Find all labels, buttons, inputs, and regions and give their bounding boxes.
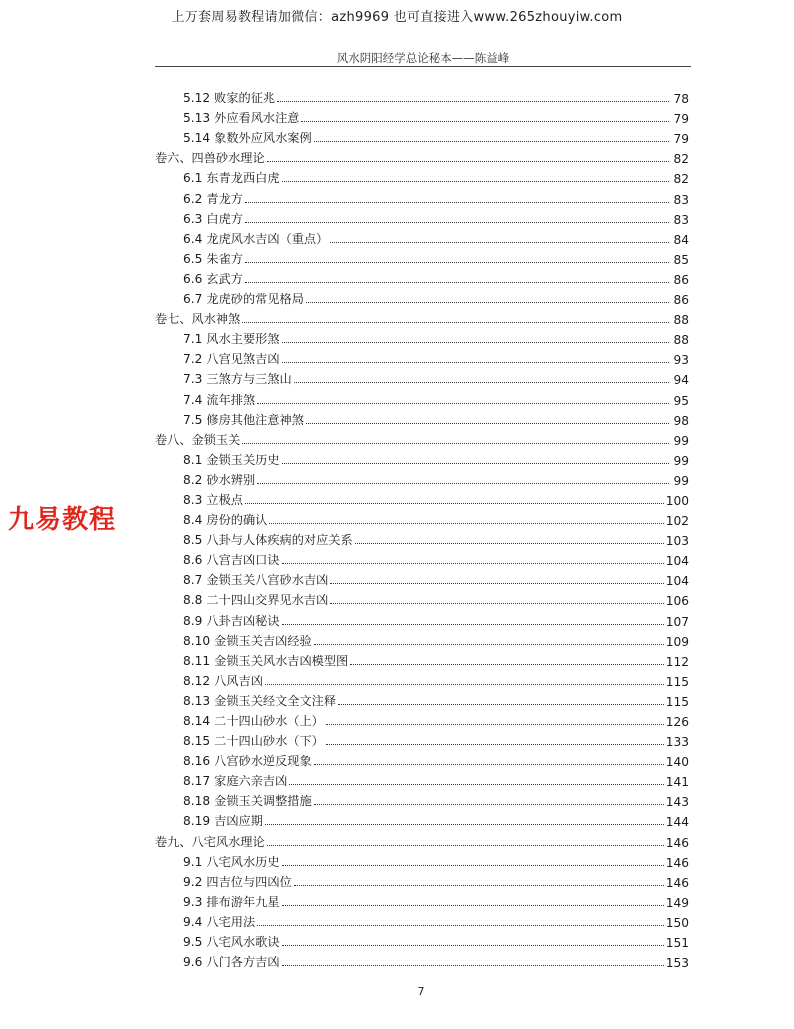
toc-entry-title: 卷七、风水神煞	[155, 312, 241, 327]
toc-section-number: 6.1	[183, 171, 203, 186]
toc-section-row[interactable]	[155, 789, 689, 809]
toc-section-row[interactable]	[155, 448, 689, 468]
toc-page-number: 126	[665, 715, 689, 729]
toc-section-row[interactable]	[155, 729, 689, 749]
toc-page-number: 103	[665, 534, 689, 549]
toc-page-number: 83	[673, 212, 689, 227]
toc-section-row[interactable]	[155, 769, 689, 789]
toc-page-number: 100	[665, 493, 689, 508]
dot-leader	[265, 684, 664, 685]
toc-entry-text	[183, 692, 336, 709]
dot-leader	[282, 362, 669, 363]
toc-entry-text	[183, 350, 280, 367]
toc-chapter-row[interactable]	[155, 829, 689, 849]
toc-entry-text	[183, 270, 243, 287]
toc-chapter-row[interactable]	[155, 307, 689, 327]
toc-entry-title: 金锁玉关吉凶经验	[214, 633, 312, 648]
toc-section-number: 8.6	[183, 553, 203, 568]
toc-page-number: 144	[665, 815, 689, 830]
toc-section-number: 8.16	[183, 754, 211, 769]
toc-section-number: 8.10	[183, 633, 211, 648]
toc-section-row[interactable]	[155, 588, 689, 608]
toc-page-number: 146	[665, 875, 689, 890]
toc-page-number: 102	[665, 514, 689, 529]
toc-section-number: 8.19	[183, 814, 211, 829]
toc-section-number: 8.8	[183, 593, 203, 608]
toc-section-row[interactable]	[155, 689, 689, 709]
toc-section-number: 8.13	[183, 693, 211, 708]
dot-leader	[257, 483, 669, 484]
toc-page-number: 115	[665, 674, 689, 689]
toc-section-row[interactable]	[155, 207, 689, 227]
toc-entry-text	[183, 632, 312, 649]
toc-section-number: 8.5	[183, 533, 203, 548]
toc-entry-text	[183, 109, 299, 126]
toc-section-number: 7.1	[183, 332, 203, 347]
toc-entry-title: 修房其他注意神煞	[206, 412, 304, 427]
toc-entry-text	[183, 411, 304, 428]
toc-section-number: 9.1	[183, 854, 203, 869]
dot-leader	[242, 443, 669, 444]
toc-entry-title: 玄武方	[206, 271, 243, 286]
dot-leader	[350, 664, 664, 665]
toc-entry-text	[155, 310, 240, 327]
dot-leader	[330, 583, 663, 584]
toc-entry-title: 砂水辨别	[206, 472, 256, 487]
dot-leader	[282, 181, 669, 182]
toc-entry-title: 八卦与人体疾病的对应关系	[206, 533, 353, 548]
toc-entry-text	[155, 833, 265, 850]
toc-entry-title: 龙虎风水吉凶（重点）	[206, 231, 329, 246]
toc-section-number: 8.15	[183, 734, 211, 749]
dot-leader	[282, 624, 664, 625]
toc-page-number: 109	[665, 634, 689, 649]
toc-page-number: 143	[665, 795, 689, 810]
toc-page-number: 140	[665, 755, 689, 770]
toc-section-row[interactable]	[155, 488, 689, 508]
toc-entry-text	[183, 451, 280, 468]
toc-entry-text	[183, 169, 280, 186]
toc-section-number: 5.12	[183, 91, 211, 106]
dot-leader	[355, 543, 664, 544]
dot-leader	[326, 724, 664, 725]
dot-leader	[242, 322, 669, 323]
toc-entry-text	[183, 571, 328, 588]
toc-section-row[interactable]	[155, 548, 689, 568]
toc-section-number: 8.1	[183, 452, 203, 467]
toc-section-number: 8.7	[183, 573, 203, 588]
toc-page-number: 78	[673, 92, 689, 107]
dot-leader	[257, 403, 669, 404]
toc-page-number: 115	[665, 694, 689, 709]
toc-entry-title: 象数外应风水案例	[214, 131, 312, 146]
toc-entry-text	[155, 149, 265, 166]
toc-page-number: 151	[665, 936, 689, 951]
toc-section-number: 8.11	[183, 653, 211, 668]
toc-entry-text	[183, 732, 324, 749]
toc-entry-title: 金锁玉关八宫砂水吉凶	[206, 573, 329, 588]
dot-leader	[245, 503, 664, 504]
toc-section-number: 8.4	[183, 513, 203, 528]
toc-page-number: 93	[673, 353, 689, 368]
toc-page-number: 104	[665, 554, 689, 569]
toc-entry-title: 吉凶应期	[214, 814, 263, 829]
toc-entry-title: 卷八、金锁玉关	[155, 432, 241, 447]
dot-leader	[277, 101, 669, 102]
toc-entry-title: 八宫见煞吉凶	[206, 352, 280, 367]
toc-page-number: 99	[673, 453, 689, 468]
toc-page-number: 82	[673, 172, 689, 187]
toc-entry-title: 金锁玉关调整措施	[214, 794, 312, 809]
dot-leader	[306, 423, 669, 424]
toc-chapter-row[interactable]	[155, 146, 689, 166]
toc-section-row[interactable]	[155, 629, 689, 649]
toc-entry-title: 龙虎砂的常见格局	[206, 292, 304, 307]
toc-section-number: 5.13	[183, 111, 211, 126]
dot-leader	[294, 382, 669, 383]
dot-leader	[314, 141, 669, 142]
toc-section-row[interactable]	[155, 166, 689, 186]
toc-section-row[interactable]	[155, 749, 689, 769]
toc-entry-title: 朱雀方	[206, 251, 243, 266]
toc-page-number: 104	[665, 574, 689, 589]
dot-leader	[245, 262, 669, 263]
toc-section-row[interactable]	[155, 86, 689, 106]
toc-entry-text	[183, 792, 312, 809]
toc-section-row[interactable]	[155, 367, 689, 387]
table-of-contents	[155, 86, 689, 970]
toc-page-number: 153	[665, 956, 689, 971]
toc-entry-title: 金锁玉关风水吉凶模型图	[214, 653, 349, 668]
toc-section-number: 8.17	[183, 774, 211, 789]
toc-entry-text	[155, 431, 240, 448]
dot-leader	[245, 282, 669, 283]
toc-section-row[interactable]	[155, 468, 689, 488]
dot-leader	[306, 302, 669, 303]
toc-entry-text	[183, 812, 263, 829]
toc-page-number: 98	[673, 413, 689, 428]
toc-section-number: 9.5	[183, 935, 203, 950]
toc-entry-title: 东青龙西白虎	[206, 171, 280, 186]
toc-section-row[interactable]	[155, 528, 689, 548]
toc-entry-text	[183, 511, 267, 528]
toc-section-number: 8.18	[183, 794, 211, 809]
toc-entry-title: 卷六、四兽砂水理论	[155, 151, 265, 166]
toc-entry-text	[183, 712, 324, 729]
dot-leader	[289, 784, 663, 785]
toc-page-number: 85	[673, 252, 689, 267]
toc-section-row[interactable]	[155, 387, 689, 407]
toc-entry-title: 家庭六亲吉凶	[214, 774, 288, 789]
watermark-logo: 九易教程	[8, 505, 117, 535]
toc-section-row[interactable]	[155, 287, 689, 307]
toc-page-number: 79	[673, 112, 689, 127]
toc-section-row[interactable]	[155, 930, 689, 950]
toc-entry-title: 外应看风水注意	[214, 111, 300, 126]
toc-page-number: 146	[665, 855, 689, 870]
dot-leader	[265, 824, 664, 825]
toc-section-row[interactable]	[155, 186, 689, 206]
toc-section-number: 9.3	[183, 894, 203, 909]
toc-entry-title: 八宅风水历史	[206, 854, 280, 869]
toc-entry-text	[183, 953, 280, 970]
toc-entry-text	[183, 290, 304, 307]
toc-entry-text	[183, 873, 292, 890]
toc-section-number: 8.2	[183, 472, 203, 487]
dot-leader	[245, 222, 669, 223]
toc-section-number: 8.14	[183, 714, 211, 728]
toc-entry-text	[183, 210, 243, 227]
toc-section-number: 6.3	[183, 211, 203, 226]
toc-entry-title: 四吉位与四凶位	[206, 874, 292, 889]
page-number: 7	[417, 985, 425, 998]
toc-section-row[interactable]	[155, 347, 689, 367]
dot-leader	[267, 161, 669, 162]
toc-entry-title: 风水主要形煞	[206, 332, 280, 347]
toc-page-number: 149	[665, 895, 689, 910]
promo-banner: 上万套周易教程请加微信：azh9969 也可直接进入www.265zhouyiw.com	[171, 10, 623, 25]
toc-entry-title: 八宫吉凶口诀	[206, 553, 280, 568]
toc-section-row[interactable]	[155, 809, 689, 829]
toc-entry-title: 房份的确认	[206, 513, 268, 528]
toc-entry-title: 立极点	[206, 492, 243, 507]
toc-entry-text	[183, 752, 312, 769]
toc-entry-text	[183, 531, 353, 548]
toc-page-number: 79	[673, 132, 689, 147]
toc-section-row[interactable]	[155, 608, 689, 628]
toc-section-number: 9.6	[183, 955, 203, 970]
dot-leader	[338, 704, 664, 705]
running-header: 风水阴阳经学总论秘本——陈益峰	[336, 51, 510, 65]
toc-entry-title: 败家的征兆	[214, 91, 276, 106]
toc-entry-title: 八门各方吉凶	[206, 955, 280, 970]
toc-section-row[interactable]	[155, 568, 689, 588]
dot-leader	[282, 905, 664, 906]
toc-entry-title: 卷九、八宅风水理论	[155, 834, 265, 849]
toc-entry-text	[183, 391, 255, 408]
toc-page-number: 86	[673, 293, 689, 308]
toc-page-number: 107	[665, 614, 689, 629]
toc-section-number: 9.2	[183, 874, 203, 889]
dot-leader	[294, 885, 664, 886]
toc-section-number: 6.7	[183, 292, 203, 307]
toc-section-row[interactable]	[155, 709, 689, 729]
toc-section-row[interactable]	[155, 950, 689, 970]
dot-leader	[282, 563, 664, 564]
toc-entry-title: 流年排煞	[206, 392, 256, 407]
toc-page-number: 88	[673, 333, 689, 348]
toc-entry-text	[183, 89, 275, 106]
toc-entry-title: 白虎方	[206, 211, 243, 226]
dot-leader	[314, 764, 664, 765]
toc-entry-title: 二十四山砂水（上）	[214, 714, 324, 728]
dot-leader	[282, 342, 669, 343]
dot-leader	[257, 925, 664, 926]
toc-page-number: 146	[665, 835, 689, 850]
toc-section-row[interactable]	[155, 649, 689, 669]
toc-entry-title: 八宫砂水逆反现象	[214, 754, 312, 769]
toc-entry-text	[183, 933, 280, 950]
toc-page-number: 150	[665, 915, 689, 930]
toc-section-number: 8.9	[183, 613, 203, 628]
toc-chapter-row[interactable]	[155, 428, 689, 448]
dot-leader	[267, 845, 664, 846]
toc-entry-text	[183, 190, 243, 207]
toc-entry-text	[183, 772, 287, 789]
toc-entry-title: 八宅用法	[206, 914, 256, 929]
toc-entry-title: 青龙方	[206, 191, 243, 206]
toc-section-row[interactable]	[155, 870, 689, 890]
toc-entry-title: 八卦吉凶秘诀	[206, 613, 280, 628]
toc-entry-text	[183, 612, 280, 629]
toc-page-number: 106	[665, 594, 689, 609]
toc-entry-text	[183, 913, 255, 930]
dot-leader	[314, 804, 664, 805]
dot-leader	[269, 523, 663, 524]
dot-leader	[330, 242, 669, 243]
toc-section-number: 7.5	[183, 412, 203, 427]
toc-section-row[interactable]	[155, 669, 689, 689]
toc-entry-title: 二十四山砂水（下）	[214, 734, 324, 749]
toc-entry-text	[183, 230, 328, 247]
toc-page-number: 95	[673, 393, 689, 408]
dot-leader	[282, 865, 664, 866]
toc-section-number: 7.2	[183, 352, 203, 367]
toc-section-number: 6.6	[183, 271, 203, 286]
toc-section-row[interactable]	[155, 267, 689, 287]
dot-leader	[245, 202, 669, 203]
toc-page-number: 112	[665, 654, 689, 669]
header-divider	[155, 66, 691, 67]
toc-page-number: 83	[673, 192, 689, 207]
toc-section-number: 8.12	[183, 673, 211, 688]
toc-entry-text	[183, 491, 243, 508]
toc-entry-title: 二十四山交界见水吉凶	[206, 593, 329, 608]
toc-section-row[interactable]	[155, 247, 689, 267]
toc-entry-text	[183, 370, 292, 387]
dot-leader	[314, 644, 664, 645]
toc-entry-title: 金锁玉关历史	[206, 452, 280, 467]
toc-section-number: 6.2	[183, 191, 203, 206]
toc-page-number: 82	[673, 152, 689, 167]
toc-entry-title: 八宅风水歌诀	[206, 935, 280, 950]
toc-section-row[interactable]	[155, 850, 689, 870]
toc-section-row[interactable]	[155, 227, 689, 247]
toc-entry-text	[183, 652, 348, 669]
toc-entry-text	[183, 471, 255, 488]
toc-entry-text	[183, 250, 243, 267]
toc-entry-title: 排布游年九星	[206, 894, 280, 909]
toc-page-number: 86	[673, 272, 689, 287]
toc-section-number: 7.3	[183, 372, 203, 387]
toc-page-number: 133	[665, 735, 689, 750]
toc-entry-text	[183, 672, 263, 689]
toc-entry-title: 金锁玉关经文全文注释	[214, 693, 337, 708]
toc-entry-text	[183, 853, 280, 870]
toc-entry-text	[183, 893, 280, 910]
toc-page-number: 99	[673, 473, 689, 488]
toc-page-number: 84	[673, 232, 689, 247]
toc-entry-text	[183, 551, 280, 568]
toc-section-row[interactable]	[155, 508, 689, 528]
toc-section-row[interactable]	[155, 327, 689, 347]
toc-page-number: 88	[673, 313, 689, 328]
toc-section-number: 8.3	[183, 492, 203, 507]
toc-entry-title: 八风吉凶	[214, 673, 263, 688]
toc-section-row[interactable]	[155, 910, 689, 930]
toc-entry-title: 三煞方与三煞山	[206, 372, 292, 387]
toc-entry-text	[183, 591, 328, 608]
dot-leader	[282, 463, 669, 464]
toc-page-number: 94	[673, 373, 689, 388]
dot-leader	[282, 965, 664, 966]
dot-leader	[330, 603, 663, 604]
toc-section-number: 9.4	[183, 914, 203, 929]
dot-leader	[282, 945, 664, 946]
toc-section-row[interactable]	[155, 890, 689, 910]
toc-section-number: 5.14	[183, 131, 211, 146]
toc-section-number: 7.4	[183, 392, 203, 407]
toc-section-row[interactable]	[155, 106, 689, 126]
toc-section-number: 6.4	[183, 231, 203, 246]
toc-page-number: 99	[673, 433, 689, 448]
toc-entry-text	[183, 330, 280, 347]
toc-section-number: 6.5	[183, 251, 203, 266]
dot-leader	[326, 744, 664, 745]
toc-page-number: 141	[665, 775, 689, 790]
toc-entry-text	[183, 129, 312, 146]
dot-leader	[301, 121, 669, 122]
toc-section-row[interactable]	[155, 126, 689, 146]
toc-section-row[interactable]	[155, 408, 689, 428]
